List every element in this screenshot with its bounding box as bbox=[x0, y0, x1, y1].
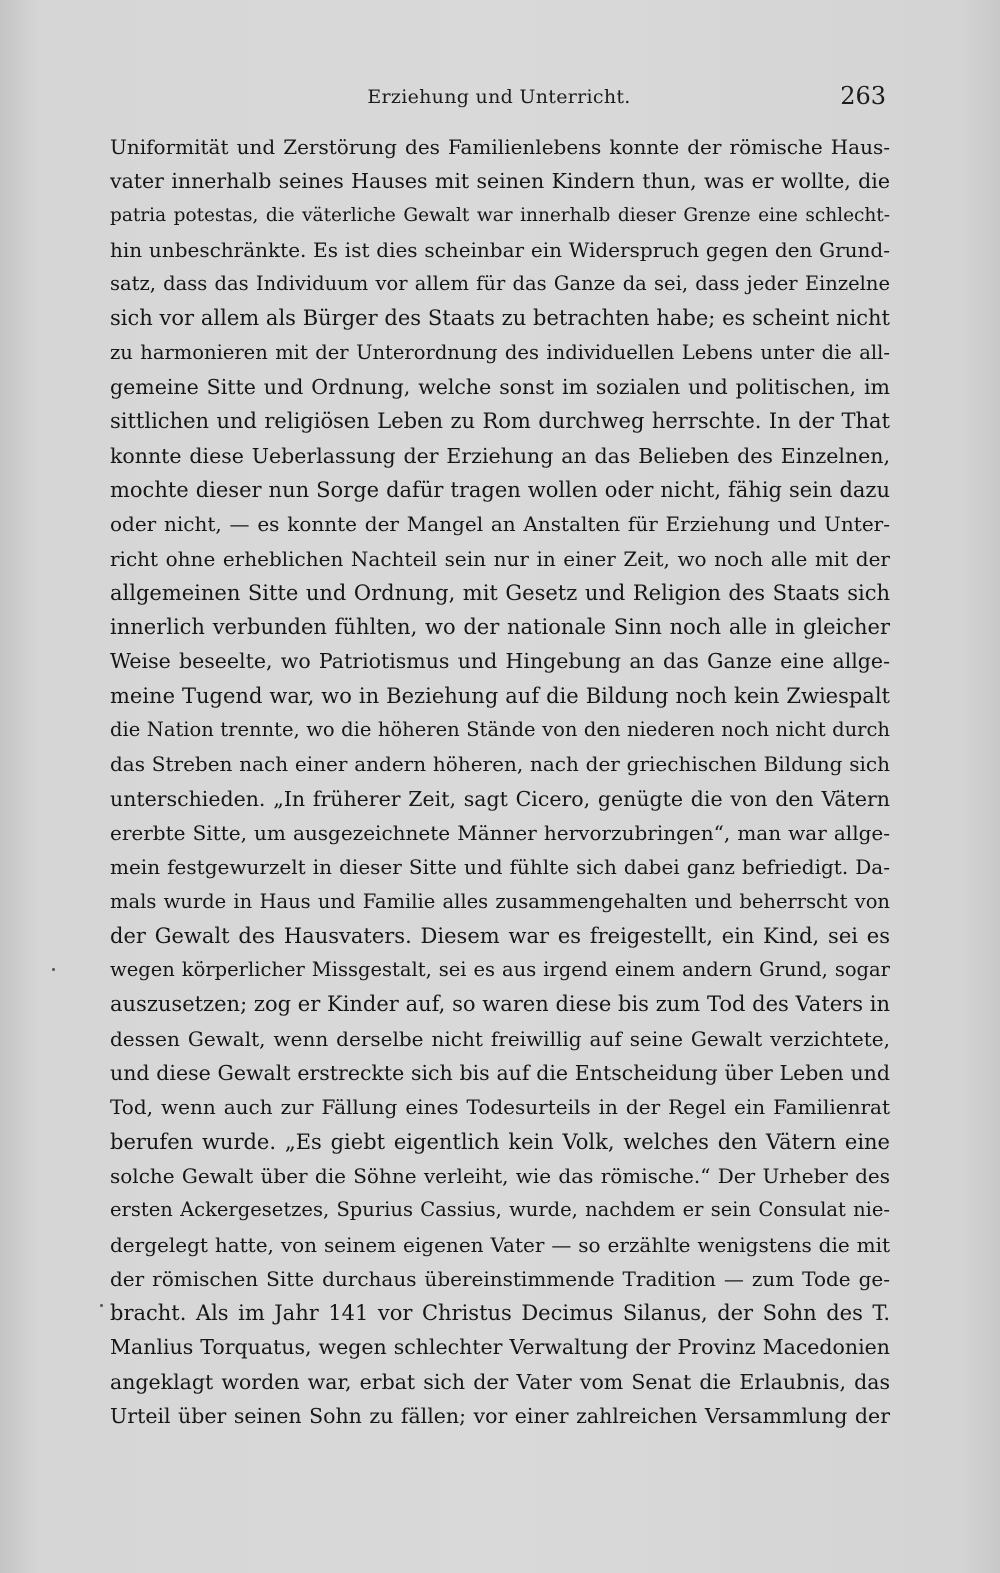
text-line: ersten Ackergesetzes, Spurius Cassius, wurde, nachdem er sein Consulat nie- bbox=[110, 1198, 890, 1222]
text-line: richt ohne erheblichen Nachteil sein nur in einer Zeit, wo noch alle mit der bbox=[110, 546, 890, 571]
text-line: satz, dass das Individuum vor allem für das Ganze da sei, dass jeder Einzelne bbox=[110, 272, 890, 296]
scan-speck bbox=[52, 968, 55, 971]
text-line: vater innerhalb seines Hauses mit seinen Kindern thun, was er wollte, die bbox=[110, 169, 890, 194]
text-line: berufen wurde. „Es giebt eigentlich kein Volk, welches den Vätern eine bbox=[110, 1129, 890, 1154]
text-line: dessen Gewalt, wenn derselbe nicht freiwillig auf seine Gewalt verzichtete, bbox=[110, 1026, 890, 1051]
text-line: oder nicht, — es konnte der Mangel an Anstalten für Erziehung und Unter- bbox=[110, 512, 890, 537]
text-line: Tod, wenn auch zur Fällung eines Todesurteils in der Regel ein Familienrat bbox=[110, 1095, 890, 1120]
text-line: innerlich verbunden fühlten, wo der nationale Sinn noch alle in gleicher bbox=[110, 615, 890, 640]
text-line: solche Gewalt über die Söhne verleiht, wie das römische.“ Der Urheber des bbox=[110, 1163, 890, 1188]
text-line: angeklagt worden war, erbat sich der Vater vom Senat die Erlaubnis, das bbox=[110, 1369, 890, 1394]
text-line: mein festgewurzelt in dieser Sitte und fühlte sich dabei ganz befriedigt. Da- bbox=[110, 855, 890, 880]
text-line: ererbte Sitte, um ausgezeichnete Männer hervorzubringen“, man war allge- bbox=[110, 820, 890, 845]
text-line: mals wurde in Haus und Familie alles zusammengehalten und beherrscht von bbox=[110, 889, 890, 913]
scan-speck bbox=[100, 1304, 103, 1307]
text-line: meine Tugend war, wo in Beziehung auf die Bildung noch kein Zwiespalt bbox=[110, 683, 890, 708]
text-line: sittlichen und religiösen Leben zu Rom durchweg herrschte. In der That bbox=[110, 409, 890, 434]
text-line: wegen körperlicher Missgestalt, sei es aus irgend einem andern Grund, sogar bbox=[110, 958, 890, 982]
text-line: dergelegt hatte, von seinem eigenen Vater — so erzählte wenigstens die mit bbox=[110, 1232, 890, 1257]
text-line: gemeine Sitte und Ordnung, welche sonst im sozialen und politischen, im bbox=[110, 375, 890, 400]
text-line: mochte dieser nun Sorge dafür tragen wollen oder nicht, fähig sein dazu bbox=[110, 477, 890, 502]
text-line: bracht. Als im Jahr 141 vor Christus Decimus Silanus, der Sohn des T. bbox=[110, 1301, 890, 1326]
text-line: der Gewalt des Hausvaters. Diesem war es freigestellt, ein Kind, sei es bbox=[110, 923, 890, 948]
text-line: die Nation trennte, wo die höheren Stände von den niederen noch nicht durch bbox=[110, 718, 890, 742]
text-line: das Streben nach einer andern höheren, nach der griechischen Bildung sich bbox=[110, 752, 890, 777]
page-number: 263 bbox=[840, 82, 886, 110]
text-line: der römischen Sitte durchaus übereinstimmende Tradition — zum Tode ge- bbox=[110, 1266, 890, 1291]
text-line: auszusetzen; zog er Kinder auf, so waren diese bis zum Tod des Vaters in bbox=[110, 992, 890, 1017]
text-line: allgemeinen Sitte und Ordnung, mit Gesetz und Religion des Staats sich bbox=[110, 580, 890, 605]
text-line: und diese Gewalt erstreckte sich bis auf die Entscheidung über Leben und bbox=[110, 1061, 890, 1086]
running-header bbox=[110, 82, 888, 114]
text-line: sich vor allem als Bürger des Staats zu betrachten habe; es scheint nicht bbox=[110, 306, 890, 331]
running-title: Erziehung und Unterricht. bbox=[367, 86, 631, 108]
text-line: konnte diese Ueberlassung der Erziehung an das Belieben des Einzelnen, bbox=[110, 443, 890, 468]
text-line: Uniformität und Zerstörung des Familienlebens konnte der römische Haus- bbox=[110, 135, 890, 159]
text-line: Weise beseelte, wo Patriotismus und Hingebung an das Ganze eine allge- bbox=[110, 649, 890, 674]
text-line: Urteil über seinen Sohn zu fällen; vor einer zahlreichen Versammlung der bbox=[110, 1403, 890, 1428]
text-line: hin unbeschränkte. Es ist dies scheinbar ein Widerspruch gegen den Grund- bbox=[110, 237, 890, 262]
text-line: unterschieden. „In früherer Zeit, sagt Cicero, genügte die von den Vätern bbox=[110, 786, 890, 811]
text-line: Manlius Torquatus, wegen schlechter Verwaltung der Provinz Macedonien bbox=[110, 1335, 890, 1360]
body-text bbox=[110, 130, 890, 1433]
text-line: patria potestas, die väterliche Gewalt war innerhalb dieser Grenze eine schlecht- bbox=[110, 204, 890, 226]
text-line: zu harmonieren mit der Unterordnung des individuellen Lebens unter die all- bbox=[110, 340, 890, 364]
